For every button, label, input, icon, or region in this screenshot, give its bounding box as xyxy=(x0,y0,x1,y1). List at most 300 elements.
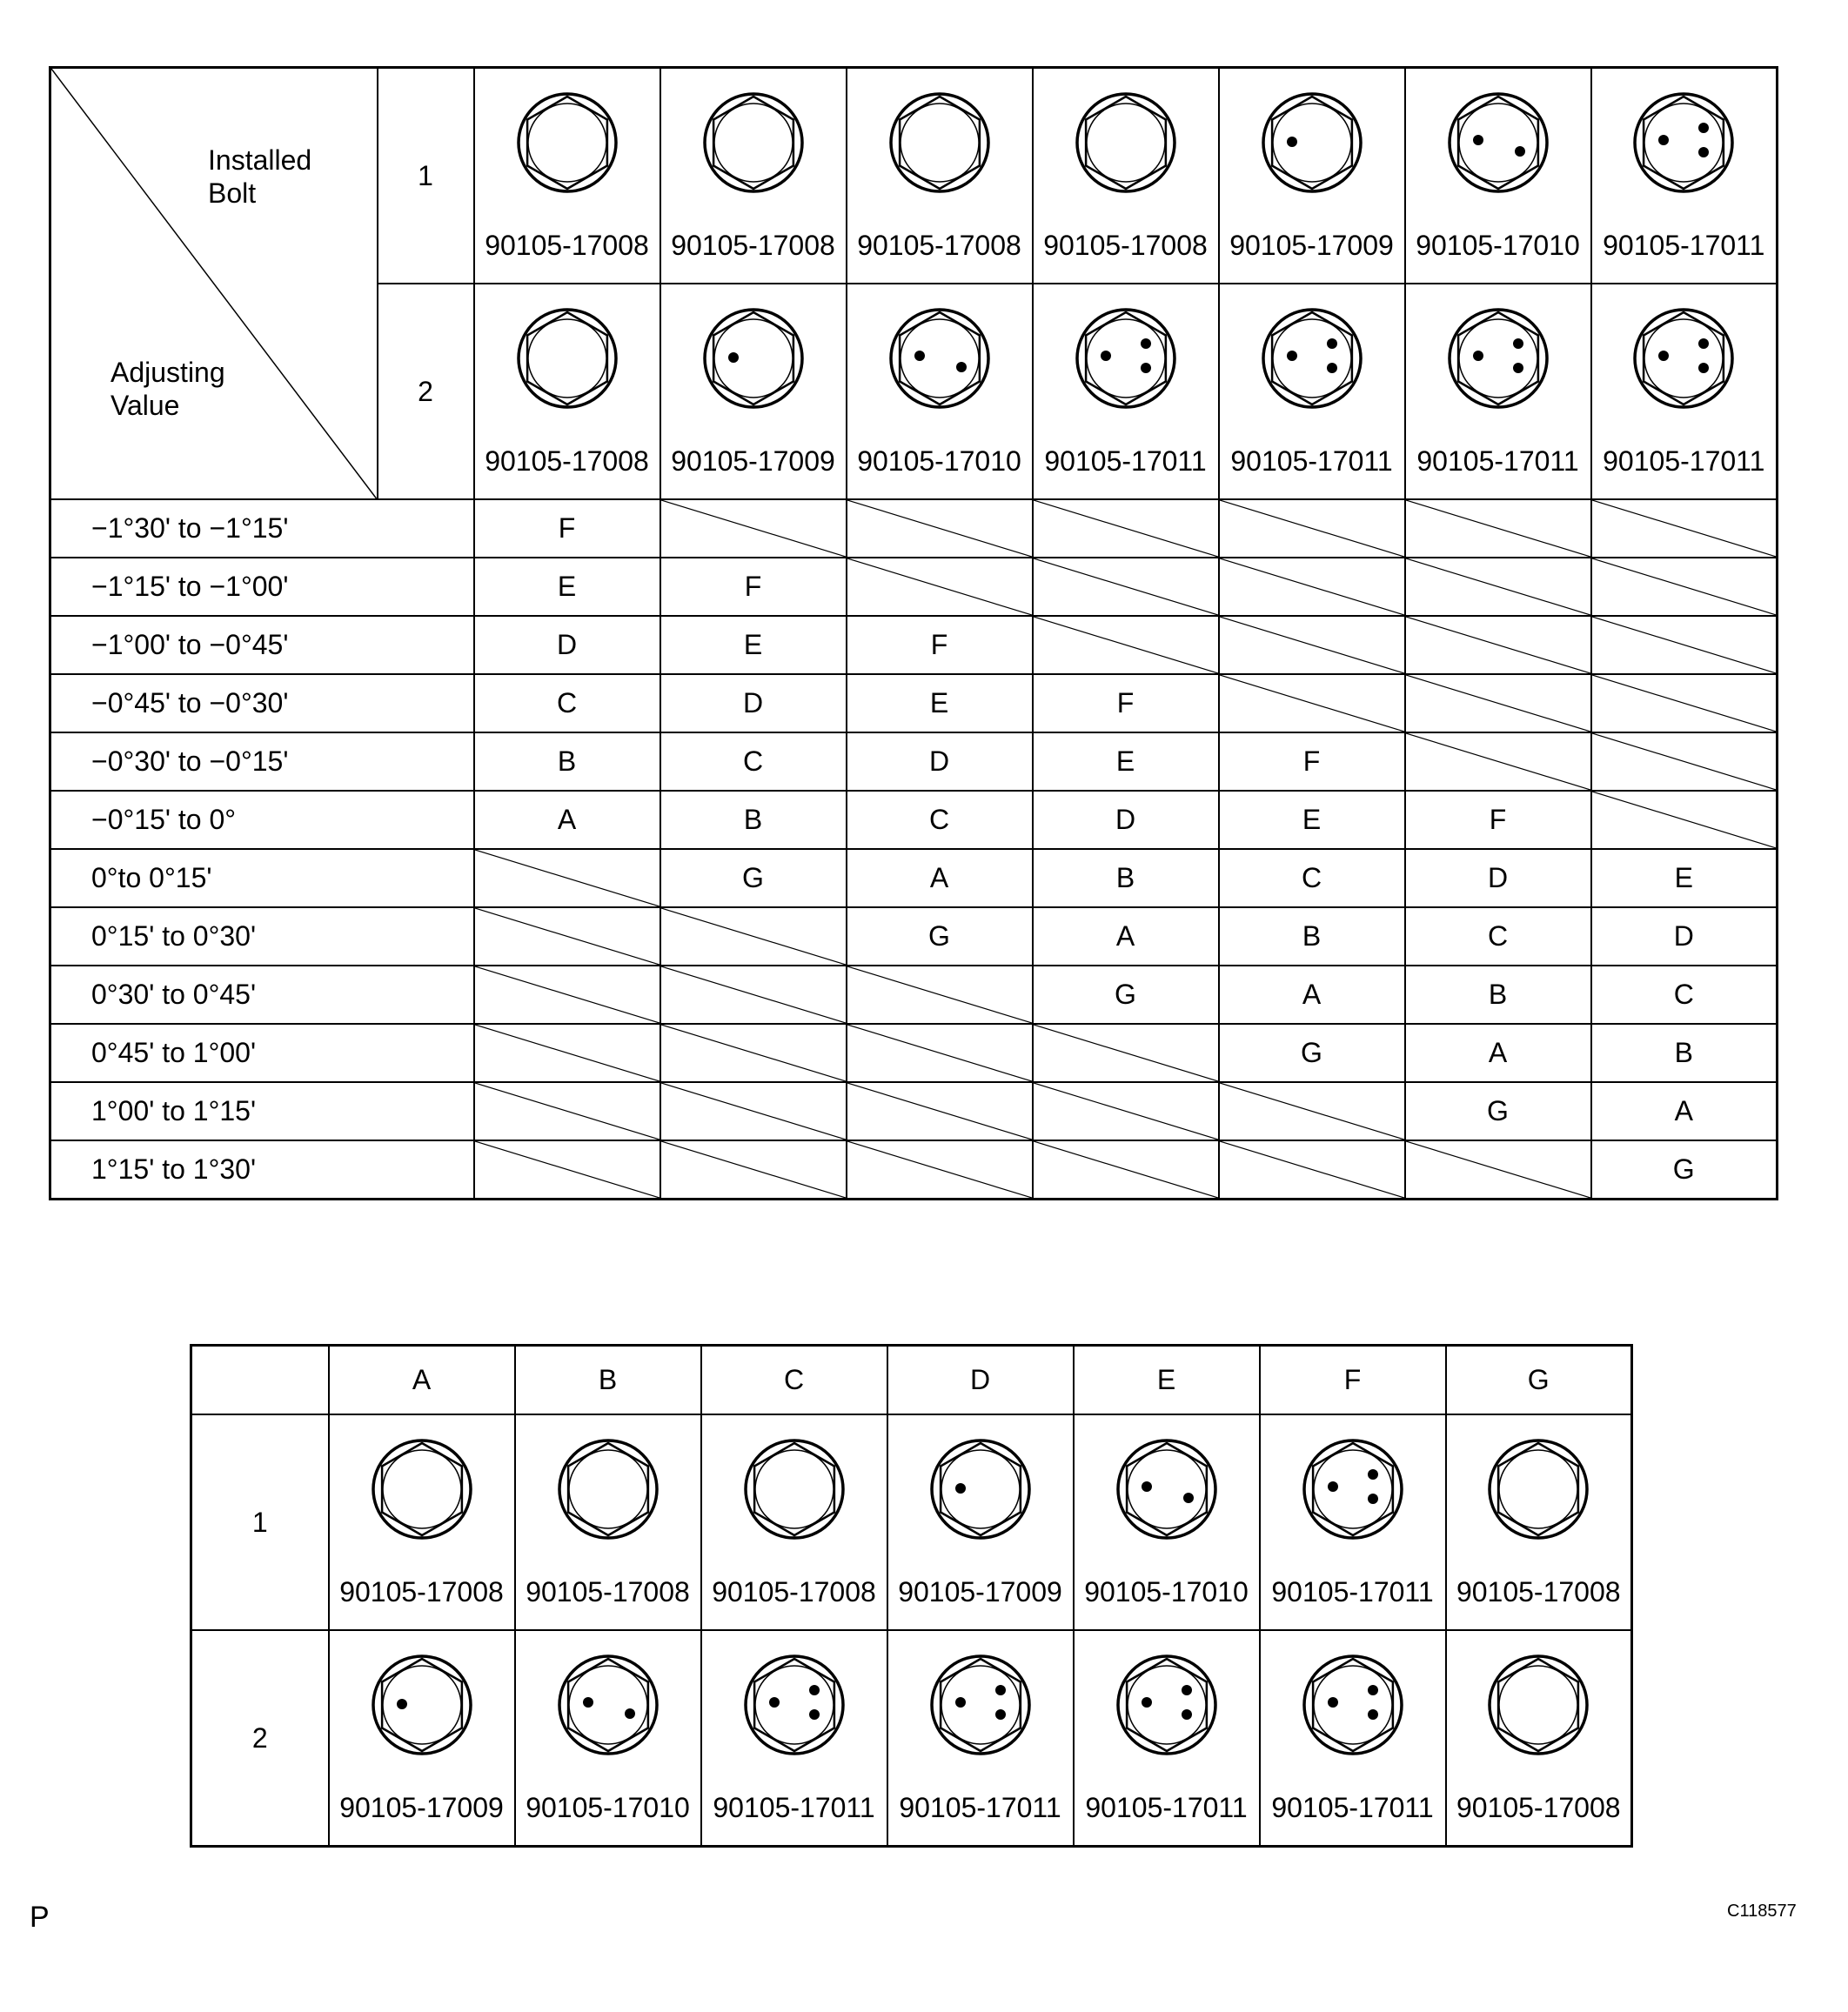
not-applicable-cell xyxy=(660,966,847,1024)
adjusting-value-row xyxy=(50,674,1778,732)
not-applicable-cell xyxy=(1219,1082,1405,1140)
bolt-part-number: 90105-17008 xyxy=(857,229,1021,261)
not-applicable-slash xyxy=(661,1141,846,1198)
bolt-mark-dot xyxy=(1328,1697,1338,1708)
not-applicable-cell xyxy=(847,1140,1033,1200)
bolt-head-icon xyxy=(1486,1437,1590,1541)
installed-bolt-2-cell xyxy=(1219,284,1405,499)
not-applicable-cell xyxy=(660,1082,847,1140)
installed-bolt-1-cell xyxy=(847,68,1033,284)
not-applicable-slash xyxy=(1034,1141,1218,1198)
bolt-mark-dot xyxy=(1328,1481,1338,1492)
not-applicable-cell xyxy=(1219,499,1405,558)
not-applicable-slash xyxy=(1592,500,1777,557)
combination-letter-cell: B xyxy=(1591,1024,1778,1082)
not-applicable-cell xyxy=(1219,674,1405,732)
bolt-head-icon xyxy=(1631,90,1736,195)
bolt-mark-dot xyxy=(1141,338,1151,349)
bolt-mark-dot xyxy=(1658,135,1669,145)
bolt-mark-dot xyxy=(995,1709,1006,1720)
combination-letter-cell: A xyxy=(1219,966,1405,1024)
adjusting-value-row xyxy=(50,732,1778,791)
bolt-part-number: 90105-17011 xyxy=(1603,229,1765,261)
legend-bolt-cell xyxy=(1446,1414,1632,1630)
not-applicable-cell xyxy=(847,1082,1033,1140)
adjusting-value-range: 0°15' to 0°30' xyxy=(50,907,474,966)
bolt-part-number: 90105-17011 xyxy=(1044,445,1207,477)
combination-letter-cell: B xyxy=(1033,849,1219,907)
bolt-head-icon xyxy=(742,1437,847,1541)
not-applicable-cell xyxy=(1405,616,1591,674)
not-applicable-slash xyxy=(847,500,1032,557)
not-applicable-slash xyxy=(847,558,1032,615)
legend-corner-cell xyxy=(191,1346,329,1415)
not-applicable-cell xyxy=(1219,1140,1405,1200)
not-applicable-cell xyxy=(1405,499,1591,558)
not-applicable-cell xyxy=(847,1024,1033,1082)
bolt-mark-dot xyxy=(625,1708,635,1719)
combination-letter-cell: F xyxy=(1405,791,1591,849)
bolt-head-icon xyxy=(1446,306,1550,411)
not-applicable-cell xyxy=(1219,558,1405,616)
not-applicable-slash xyxy=(475,966,660,1023)
combination-letter-cell: D xyxy=(1033,791,1219,849)
combination-letter-cell: B xyxy=(1405,966,1591,1024)
not-applicable-slash xyxy=(661,500,846,557)
not-applicable-slash xyxy=(847,1141,1032,1198)
bolt-mark-dot xyxy=(1141,363,1151,373)
not-applicable-cell xyxy=(660,907,847,966)
not-applicable-slash xyxy=(1034,1025,1218,1081)
not-applicable-slash xyxy=(1220,1141,1404,1198)
legend-letter-header: B xyxy=(515,1346,701,1415)
bolt-mark-dot xyxy=(995,1685,1006,1695)
combination-letter-cell: E xyxy=(660,616,847,674)
bolt-head-icon xyxy=(887,90,992,195)
corner-diagonal xyxy=(51,69,377,498)
bolt-mark-dot xyxy=(1698,363,1709,373)
bolt-mark-dot xyxy=(1183,1493,1194,1503)
installed-bolt-1-cell xyxy=(1219,68,1405,284)
not-applicable-slash xyxy=(1406,733,1590,790)
combination-letter-cell: E xyxy=(1033,732,1219,791)
bolt-mark-dot xyxy=(583,1697,593,1708)
bolt-head-icon xyxy=(928,1653,1033,1757)
adjusting-value-range: −0°30' to −0°15' xyxy=(50,732,474,791)
not-applicable-cell xyxy=(1591,791,1778,849)
combination-letter-cell: A xyxy=(474,791,660,849)
legend-bolt-row-1 xyxy=(191,1414,1632,1630)
bolt-part-number: 90105-17008 xyxy=(485,445,649,477)
combination-letter-cell: A xyxy=(1033,907,1219,966)
adjusting-value-range: 0°30' to 0°45' xyxy=(50,966,474,1024)
installed-bolt-2-cell xyxy=(1405,284,1591,499)
legend-bolt-cell xyxy=(887,1630,1074,1847)
bolt-part-number: 90105-17008 xyxy=(712,1575,876,1608)
combination-letter-cell: B xyxy=(660,791,847,849)
not-applicable-slash xyxy=(1406,617,1590,673)
bolt-head-icon xyxy=(887,306,992,411)
legend-letter-header: D xyxy=(887,1346,1074,1415)
bolt-head-icon xyxy=(556,1653,660,1757)
bolt-row-number: 2 xyxy=(378,284,474,499)
not-applicable-slash xyxy=(661,908,846,965)
legend-bolt-cell xyxy=(1446,1630,1632,1847)
bolt-part-number: 90105-17010 xyxy=(526,1791,690,1823)
installed-bolt-label: Installed Bolt xyxy=(208,144,312,209)
bolt-head-icon xyxy=(1486,1653,1590,1757)
bolt-part-number: 90105-17010 xyxy=(1084,1575,1249,1608)
not-applicable-slash xyxy=(1592,792,1777,848)
not-applicable-cell xyxy=(1405,732,1591,791)
legend-bolt-cell xyxy=(515,1630,701,1847)
bolt-mark-dot xyxy=(1515,146,1525,157)
combination-letter-cell: G xyxy=(1591,1140,1778,1200)
bolt-mark-dot xyxy=(1327,338,1337,349)
not-applicable-cell xyxy=(847,499,1033,558)
bolt-head-icon xyxy=(742,1653,847,1757)
bolt-part-number: 90105-17011 xyxy=(1085,1791,1248,1823)
bolt-mark-dot xyxy=(1182,1685,1192,1695)
bolt-mark-dot xyxy=(1327,363,1337,373)
combination-letter-cell: F xyxy=(1219,732,1405,791)
not-applicable-cell xyxy=(1033,1140,1219,1200)
not-applicable-cell xyxy=(474,907,660,966)
adjusting-value-label: Adjusting Value xyxy=(110,357,225,421)
not-applicable-cell xyxy=(474,966,660,1024)
bolt-mark-dot xyxy=(1513,363,1523,373)
installed-bolt-2-cell xyxy=(660,284,847,499)
legend-bolt-cell xyxy=(1074,1414,1260,1630)
not-applicable-cell xyxy=(1591,732,1778,791)
installed-bolt-2-cell xyxy=(474,284,660,499)
legend-row-number: 1 xyxy=(191,1414,329,1630)
bolt-head-icon xyxy=(1074,90,1178,195)
bolt-head-icon xyxy=(701,90,806,195)
not-applicable-cell xyxy=(1405,674,1591,732)
combination-letter-cell: A xyxy=(1591,1082,1778,1140)
not-applicable-cell xyxy=(660,499,847,558)
adjusting-value-row xyxy=(50,791,1778,849)
bolt-part-number: 90105-17008 xyxy=(526,1575,690,1608)
not-applicable-slash xyxy=(1220,500,1404,557)
not-applicable-slash xyxy=(1592,558,1777,615)
not-applicable-slash xyxy=(1592,617,1777,673)
bolt-head-icon xyxy=(1631,306,1736,411)
bolt-row-number: 1 xyxy=(378,68,474,284)
bolt-head-icon xyxy=(556,1437,660,1541)
bolt-mark-dot xyxy=(769,1697,780,1708)
bolt-head-icon xyxy=(1115,1437,1219,1541)
bolt-part-number: 90105-17008 xyxy=(339,1575,504,1608)
legend-bolt-cell xyxy=(329,1630,515,1847)
figure-id: C118577 xyxy=(1727,1902,1797,1921)
adjusting-value-table xyxy=(49,66,1778,1200)
not-applicable-cell xyxy=(847,966,1033,1024)
adjusting-value-row xyxy=(50,616,1778,674)
bolt-head-icon xyxy=(1446,90,1550,195)
bolt-part-number: 90105-17011 xyxy=(1271,1575,1434,1608)
not-applicable-slash xyxy=(1592,675,1777,732)
bolt-mark-dot xyxy=(1698,338,1709,349)
not-applicable-slash xyxy=(847,1025,1032,1081)
not-applicable-slash xyxy=(1406,675,1590,732)
not-applicable-cell xyxy=(474,1082,660,1140)
bolt-part-number: 90105-17011 xyxy=(1416,445,1579,477)
bolt-part-number: 90105-17011 xyxy=(899,1791,1061,1823)
adjusting-value-row xyxy=(50,499,1778,558)
legend-letter-header: A xyxy=(329,1346,515,1415)
bolt-head-icon xyxy=(1301,1437,1405,1541)
adjusting-value-range: −1°00' to −0°45' xyxy=(50,616,474,674)
bolt-mark-dot xyxy=(1368,1494,1378,1504)
bolt-mark-dot xyxy=(1698,123,1709,133)
bolt-mark-dot xyxy=(955,1483,966,1494)
combination-letter-cell: F xyxy=(660,558,847,616)
not-applicable-slash xyxy=(1034,1083,1218,1140)
not-applicable-cell xyxy=(1033,1082,1219,1140)
bolt-head-icon xyxy=(1115,1653,1219,1757)
bolt-part-number: 90105-17009 xyxy=(1229,229,1394,261)
not-applicable-slash xyxy=(1592,733,1777,790)
combination-letter-cell: C xyxy=(1405,907,1591,966)
adjusting-value-row xyxy=(50,966,1778,1024)
installed-bolt-1-cell xyxy=(474,68,660,284)
not-applicable-cell xyxy=(1033,1024,1219,1082)
legend-bolt-row-2 xyxy=(191,1630,1632,1847)
bolt-mark-dot xyxy=(809,1685,820,1695)
adjusting-value-range: −1°30' to −1°15' xyxy=(50,499,474,558)
not-applicable-cell xyxy=(1033,499,1219,558)
combination-letter-cell: E xyxy=(847,674,1033,732)
bolt-mark-dot xyxy=(1287,351,1297,361)
bolt-mark-dot xyxy=(809,1709,820,1720)
legend-letter-header: G xyxy=(1446,1346,1632,1415)
bolt-part-number: 90105-17010 xyxy=(857,445,1021,477)
combination-letter-cell: G xyxy=(660,849,847,907)
bolt-head-icon xyxy=(515,306,619,411)
not-applicable-slash xyxy=(475,1083,660,1140)
not-applicable-slash xyxy=(475,1025,660,1081)
bolt-mark-dot xyxy=(1368,1469,1378,1480)
combination-letter-cell: G xyxy=(1033,966,1219,1024)
combination-letter-cell: D xyxy=(660,674,847,732)
bolt-combination-legend-table xyxy=(190,1344,1633,1848)
not-applicable-slash xyxy=(847,1083,1032,1140)
bolt-head-icon xyxy=(370,1437,474,1541)
not-applicable-cell xyxy=(1405,558,1591,616)
bolt-part-number: 90105-17008 xyxy=(1456,1575,1621,1608)
installed-bolt-1-cell xyxy=(1033,68,1219,284)
adjusting-value-row xyxy=(50,1024,1778,1082)
bolt-head-icon xyxy=(515,90,619,195)
bolt-part-number: 90105-17010 xyxy=(1416,229,1580,261)
not-applicable-cell xyxy=(1219,616,1405,674)
not-applicable-slash xyxy=(1406,558,1590,615)
bolt-head-icon xyxy=(1260,306,1364,411)
bolt-part-number: 90105-17009 xyxy=(339,1791,504,1823)
bolt-mark-dot xyxy=(1142,1481,1152,1492)
combination-letter-cell: C xyxy=(474,674,660,732)
not-applicable-cell xyxy=(1591,558,1778,616)
bolt-head-icon xyxy=(1301,1653,1405,1757)
not-applicable-slash xyxy=(1406,1141,1590,1198)
bolt-mark-dot xyxy=(1513,338,1523,349)
bolt-head-icon xyxy=(928,1437,1033,1541)
combination-letter-cell: G xyxy=(1405,1082,1591,1140)
legend-bolt-cell xyxy=(701,1630,887,1847)
legend-letter-header: C xyxy=(701,1346,887,1415)
not-applicable-cell xyxy=(1405,1140,1591,1200)
combination-letter-cell: C xyxy=(1591,966,1778,1024)
bolt-mark-dot xyxy=(914,351,925,361)
adjusting-value-row xyxy=(50,1082,1778,1140)
combination-letter-cell: F xyxy=(1033,674,1219,732)
legend-bolt-cell xyxy=(329,1414,515,1630)
combination-letter-cell: B xyxy=(474,732,660,791)
bolt-part-number: 90105-17008 xyxy=(671,229,835,261)
combination-letter-cell: D xyxy=(847,732,1033,791)
legend-bolt-cell xyxy=(701,1414,887,1630)
combination-letter-cell: C xyxy=(1219,849,1405,907)
combination-letter-cell: D xyxy=(474,616,660,674)
installed-bolt-1-cell xyxy=(1405,68,1591,284)
not-applicable-cell xyxy=(1591,499,1778,558)
not-applicable-slash xyxy=(1220,675,1404,732)
bolt-mark-dot xyxy=(1287,137,1297,147)
bolt-part-number: 90105-17011 xyxy=(1271,1791,1434,1823)
legend-bolt-cell xyxy=(515,1414,701,1630)
adjusting-value-row xyxy=(50,849,1778,907)
bolt-mark-dot xyxy=(1698,147,1709,157)
bolt-head-icon xyxy=(701,306,806,411)
not-applicable-cell xyxy=(474,1024,660,1082)
bolt-part-number: 90105-17008 xyxy=(485,229,649,261)
adjusting-value-range: 0°to 0°15' xyxy=(50,849,474,907)
legend-letter-header: E xyxy=(1074,1346,1260,1415)
combination-letter-cell: E xyxy=(474,558,660,616)
page-corner-letter: P xyxy=(30,1901,50,1934)
adjusting-value-range: −0°15' to 0° xyxy=(50,791,474,849)
legend-bolt-cell xyxy=(1074,1630,1260,1847)
legend-bolt-cell xyxy=(1260,1630,1446,1847)
combination-letter-cell: F xyxy=(474,499,660,558)
bolt-mark-dot xyxy=(1182,1709,1192,1720)
bolt-mark-dot xyxy=(1101,351,1111,361)
installed-bolt-row-1 xyxy=(50,68,1778,284)
adjusting-value-row xyxy=(50,558,1778,616)
not-applicable-cell xyxy=(847,558,1033,616)
installed-bolt-1-cell xyxy=(660,68,847,284)
not-applicable-cell xyxy=(1591,616,1778,674)
bolt-mark-dot xyxy=(1473,351,1483,361)
combination-letter-cell: E xyxy=(1591,849,1778,907)
combination-letter-cell: A xyxy=(1405,1024,1591,1082)
not-applicable-slash xyxy=(1034,500,1218,557)
not-applicable-slash xyxy=(661,966,846,1023)
installed-bolt-1-cell xyxy=(1591,68,1778,284)
bolt-mark-dot xyxy=(956,362,967,372)
not-applicable-cell xyxy=(1033,558,1219,616)
legend-letter-header: F xyxy=(1260,1346,1446,1415)
not-applicable-cell xyxy=(474,849,660,907)
bolt-mark-dot xyxy=(955,1697,966,1708)
combination-letter-cell: G xyxy=(847,907,1033,966)
combination-letter-cell: D xyxy=(1405,849,1591,907)
combination-letter-cell: E xyxy=(1219,791,1405,849)
bolt-part-number: 90105-17009 xyxy=(898,1575,1062,1608)
bolt-part-number: 90105-17011 xyxy=(713,1791,875,1823)
bolt-part-number: 90105-17008 xyxy=(1043,229,1208,261)
combination-letter-cell: A xyxy=(847,849,1033,907)
combination-letter-cell: B xyxy=(1219,907,1405,966)
not-applicable-slash xyxy=(475,850,660,906)
bolt-mark-dot xyxy=(1142,1697,1152,1708)
bolt-mark-dot xyxy=(1368,1685,1378,1695)
installed-bolt-2-cell xyxy=(1591,284,1778,499)
not-applicable-slash xyxy=(661,1083,846,1140)
not-applicable-slash xyxy=(475,908,660,965)
bolt-mark-dot xyxy=(1473,135,1483,145)
not-applicable-slash xyxy=(847,966,1032,1023)
bolt-part-number: 90105-17008 xyxy=(1456,1791,1621,1823)
not-applicable-slash xyxy=(1220,617,1404,673)
bolt-part-number: 90105-17011 xyxy=(1603,445,1765,477)
not-applicable-cell xyxy=(474,1140,660,1200)
legend-bolt-cell xyxy=(887,1414,1074,1630)
not-applicable-cell xyxy=(1033,616,1219,674)
not-applicable-slash xyxy=(1034,558,1218,615)
combination-letter-cell: C xyxy=(660,732,847,791)
bolt-mark-dot xyxy=(1368,1709,1378,1720)
not-applicable-slash xyxy=(1220,558,1404,615)
installed-bolt-2-cell xyxy=(847,284,1033,499)
not-applicable-slash xyxy=(1406,500,1590,557)
combination-letter-cell: C xyxy=(847,791,1033,849)
legend-bolt-cell xyxy=(1260,1414,1446,1630)
adjusting-value-row xyxy=(50,907,1778,966)
combination-letter-cell: F xyxy=(847,616,1033,674)
table-corner-header xyxy=(50,68,378,500)
adjusting-value-range: 0°45' to 1°00' xyxy=(50,1024,474,1082)
adjusting-value-range: −0°45' to −0°30' xyxy=(50,674,474,732)
bolt-mark-dot xyxy=(397,1699,407,1709)
not-applicable-cell xyxy=(660,1140,847,1200)
not-applicable-cell xyxy=(660,1024,847,1082)
bolt-part-number: 90105-17011 xyxy=(1230,445,1393,477)
bolt-head-icon xyxy=(370,1653,474,1757)
installed-bolt-2-cell xyxy=(1033,284,1219,499)
not-applicable-slash xyxy=(661,1025,846,1081)
not-applicable-slash xyxy=(1034,617,1218,673)
not-applicable-cell xyxy=(1591,674,1778,732)
adjusting-value-range: 1°00' to 1°15' xyxy=(50,1082,474,1140)
bolt-part-number: 90105-17009 xyxy=(671,445,835,477)
bolt-mark-dot xyxy=(1658,351,1669,361)
not-applicable-slash xyxy=(1220,1083,1404,1140)
adjusting-value-range: −1°15' to −1°00' xyxy=(50,558,474,616)
adjusting-value-range: 1°15' to 1°30' xyxy=(50,1140,474,1200)
bolt-mark-dot xyxy=(728,352,739,363)
not-applicable-slash xyxy=(475,1141,660,1198)
legend-header-row xyxy=(191,1346,1632,1415)
combination-letter-cell: G xyxy=(1219,1024,1405,1082)
bolt-head-icon xyxy=(1074,306,1178,411)
legend-row-number: 2 xyxy=(191,1630,329,1847)
adjusting-value-row xyxy=(50,1140,1778,1200)
bolt-head-icon xyxy=(1260,90,1364,195)
combination-letter-cell: D xyxy=(1591,907,1778,966)
